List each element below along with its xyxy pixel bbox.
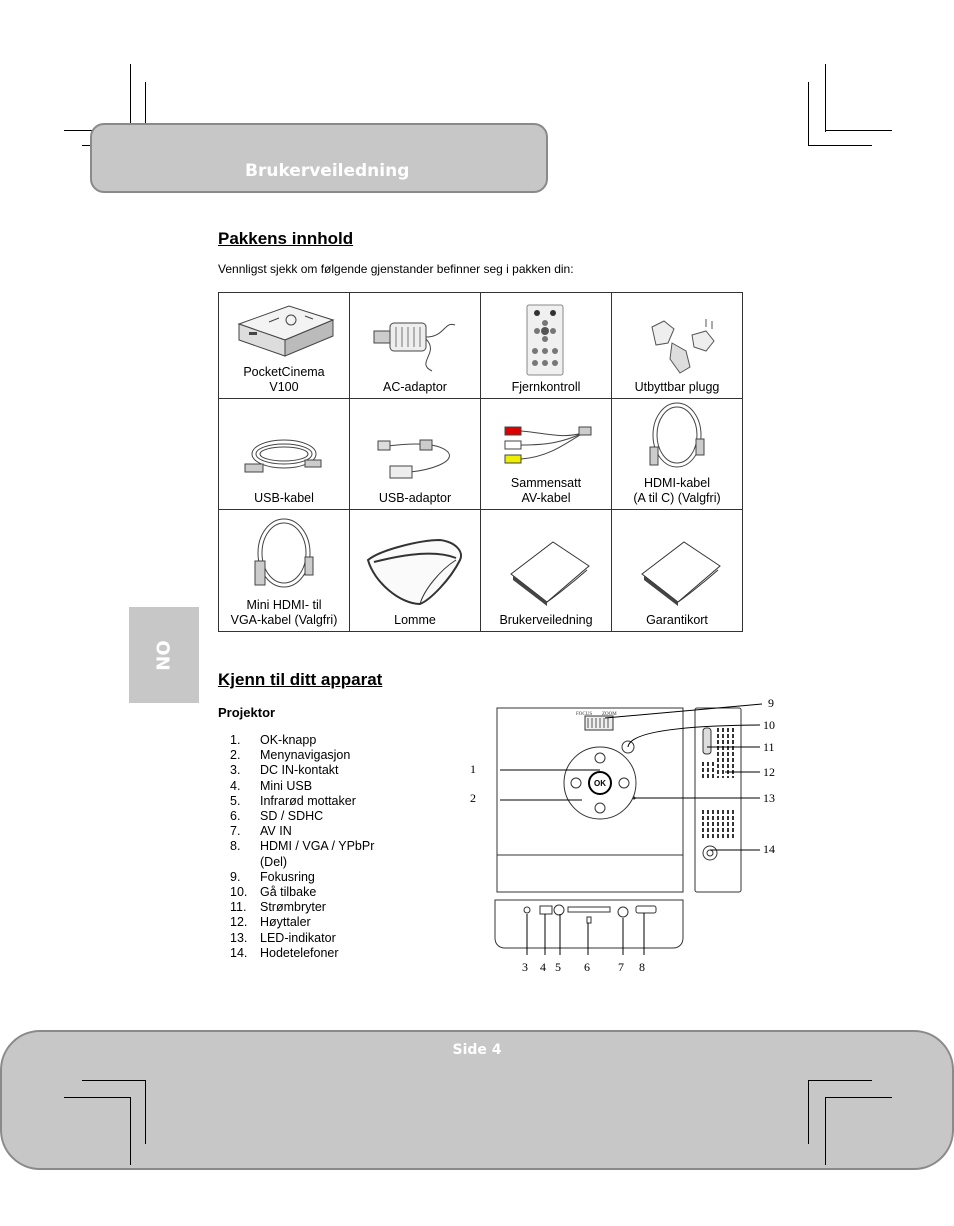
list-item: 1. OK-knapp xyxy=(230,733,317,747)
package-item: AC-adaptor xyxy=(350,293,481,399)
page-number: Side 4 xyxy=(452,1042,502,1058)
package-contents-table xyxy=(218,292,743,632)
package-item: HDMI-kabel (A til C) (Valgfri) xyxy=(612,399,743,510)
crop-mark xyxy=(808,1080,872,1081)
list-item: 11. Strømbryter xyxy=(230,900,326,915)
callout-label: 12 xyxy=(763,765,775,779)
list-item: (Del) xyxy=(260,854,288,869)
callout-label: 7 xyxy=(618,960,624,974)
package-item: USB-kabel xyxy=(219,399,350,510)
language-tab-label: NO xyxy=(153,639,175,671)
package-item: Lomme xyxy=(350,510,481,632)
pouch-icon xyxy=(360,530,470,610)
crop-mark xyxy=(825,1097,892,1098)
crop-mark xyxy=(82,1080,146,1081)
callout-label: 6 xyxy=(584,960,590,974)
manual-icon xyxy=(491,530,601,610)
projector-diagram xyxy=(460,690,790,975)
crop-mark xyxy=(825,130,892,131)
ok-button-label: OK xyxy=(594,779,606,788)
header-title: Brukerveiledning xyxy=(245,161,410,181)
warranty-card-icon xyxy=(622,530,732,610)
section-heading-contents: Pakkens innhold xyxy=(218,229,354,248)
callout-label: 2 xyxy=(470,791,476,805)
usb-adaptor-icon xyxy=(360,424,470,488)
list-item: 6. SD / SDHC xyxy=(230,809,324,824)
package-item: Sammensatt AV-kabel xyxy=(481,399,612,510)
list-item: 9. Fokusring xyxy=(230,869,315,884)
subheading-projector: Projektor xyxy=(218,705,276,720)
list-item: 3. DC IN-kontakt xyxy=(230,763,339,778)
list-item: 5. Infrarød mottaker xyxy=(230,793,356,808)
callout-label: 11 xyxy=(763,740,775,754)
callout-label: 13 xyxy=(763,791,775,805)
crop-mark xyxy=(808,1080,809,1144)
package-item: Garantikort xyxy=(612,510,743,632)
projector-icon xyxy=(229,298,339,362)
av-cable-icon xyxy=(491,419,601,473)
package-item: Utbyttbar plugg xyxy=(612,293,743,399)
callout-label: 3 xyxy=(522,960,528,974)
callout-label: 8 xyxy=(639,960,645,974)
crop-mark xyxy=(145,1080,146,1144)
callout-label: 10 xyxy=(763,718,775,732)
list-item: 12. Høyttaler xyxy=(230,915,311,930)
vga-cable-icon xyxy=(229,515,339,595)
crop-mark xyxy=(808,145,872,146)
crop-mark xyxy=(130,1097,131,1165)
package-item: Brukerveiledning xyxy=(481,510,612,632)
list-item: 13. LED-indikator xyxy=(230,930,336,945)
contents-intro: Vennligst sjekk om følgende gjenstander befinner seg i pakken din: xyxy=(218,262,574,276)
zoom-label: ZOOM xyxy=(602,712,617,717)
crop-mark xyxy=(825,64,826,132)
plug-icon xyxy=(622,313,732,377)
callout-label: 4 xyxy=(540,960,546,974)
remote-control-icon xyxy=(491,303,601,377)
hdmi-cable-icon xyxy=(622,399,732,473)
package-item: PocketCinema V100 xyxy=(219,293,350,399)
parts-list xyxy=(230,733,374,961)
list-item: 14. Hodetelefoner xyxy=(230,945,339,960)
list-item: 4. Mini USB xyxy=(230,778,313,793)
usb-cable-icon xyxy=(229,424,339,488)
crop-mark xyxy=(64,1097,131,1098)
list-item: 7. AV IN xyxy=(230,824,292,839)
list-item: 2. Menynavigasjon xyxy=(230,748,351,763)
package-item: USB-adaptor xyxy=(350,399,481,510)
package-item: Mini HDMI- til VGA-kabel (Valgfri) xyxy=(219,510,350,632)
focus-label: FOCUS xyxy=(576,712,593,717)
crop-mark xyxy=(825,1097,826,1165)
callout-label: 1 xyxy=(470,762,476,776)
callout-label: 9 xyxy=(768,696,774,710)
list-item: 8. HDMI / VGA / YPbPr xyxy=(230,839,375,854)
list-item: 10. Gå tilbake xyxy=(230,885,317,900)
ac-adaptor-icon xyxy=(360,313,470,377)
crop-mark xyxy=(808,82,809,146)
header-bar xyxy=(90,123,548,193)
callout-label: 14 xyxy=(763,842,775,856)
section-heading-device: Kjenn til ditt apparat xyxy=(218,670,383,689)
callout-label: 5 xyxy=(555,960,561,974)
package-item: Fjernkontroll xyxy=(481,293,612,399)
